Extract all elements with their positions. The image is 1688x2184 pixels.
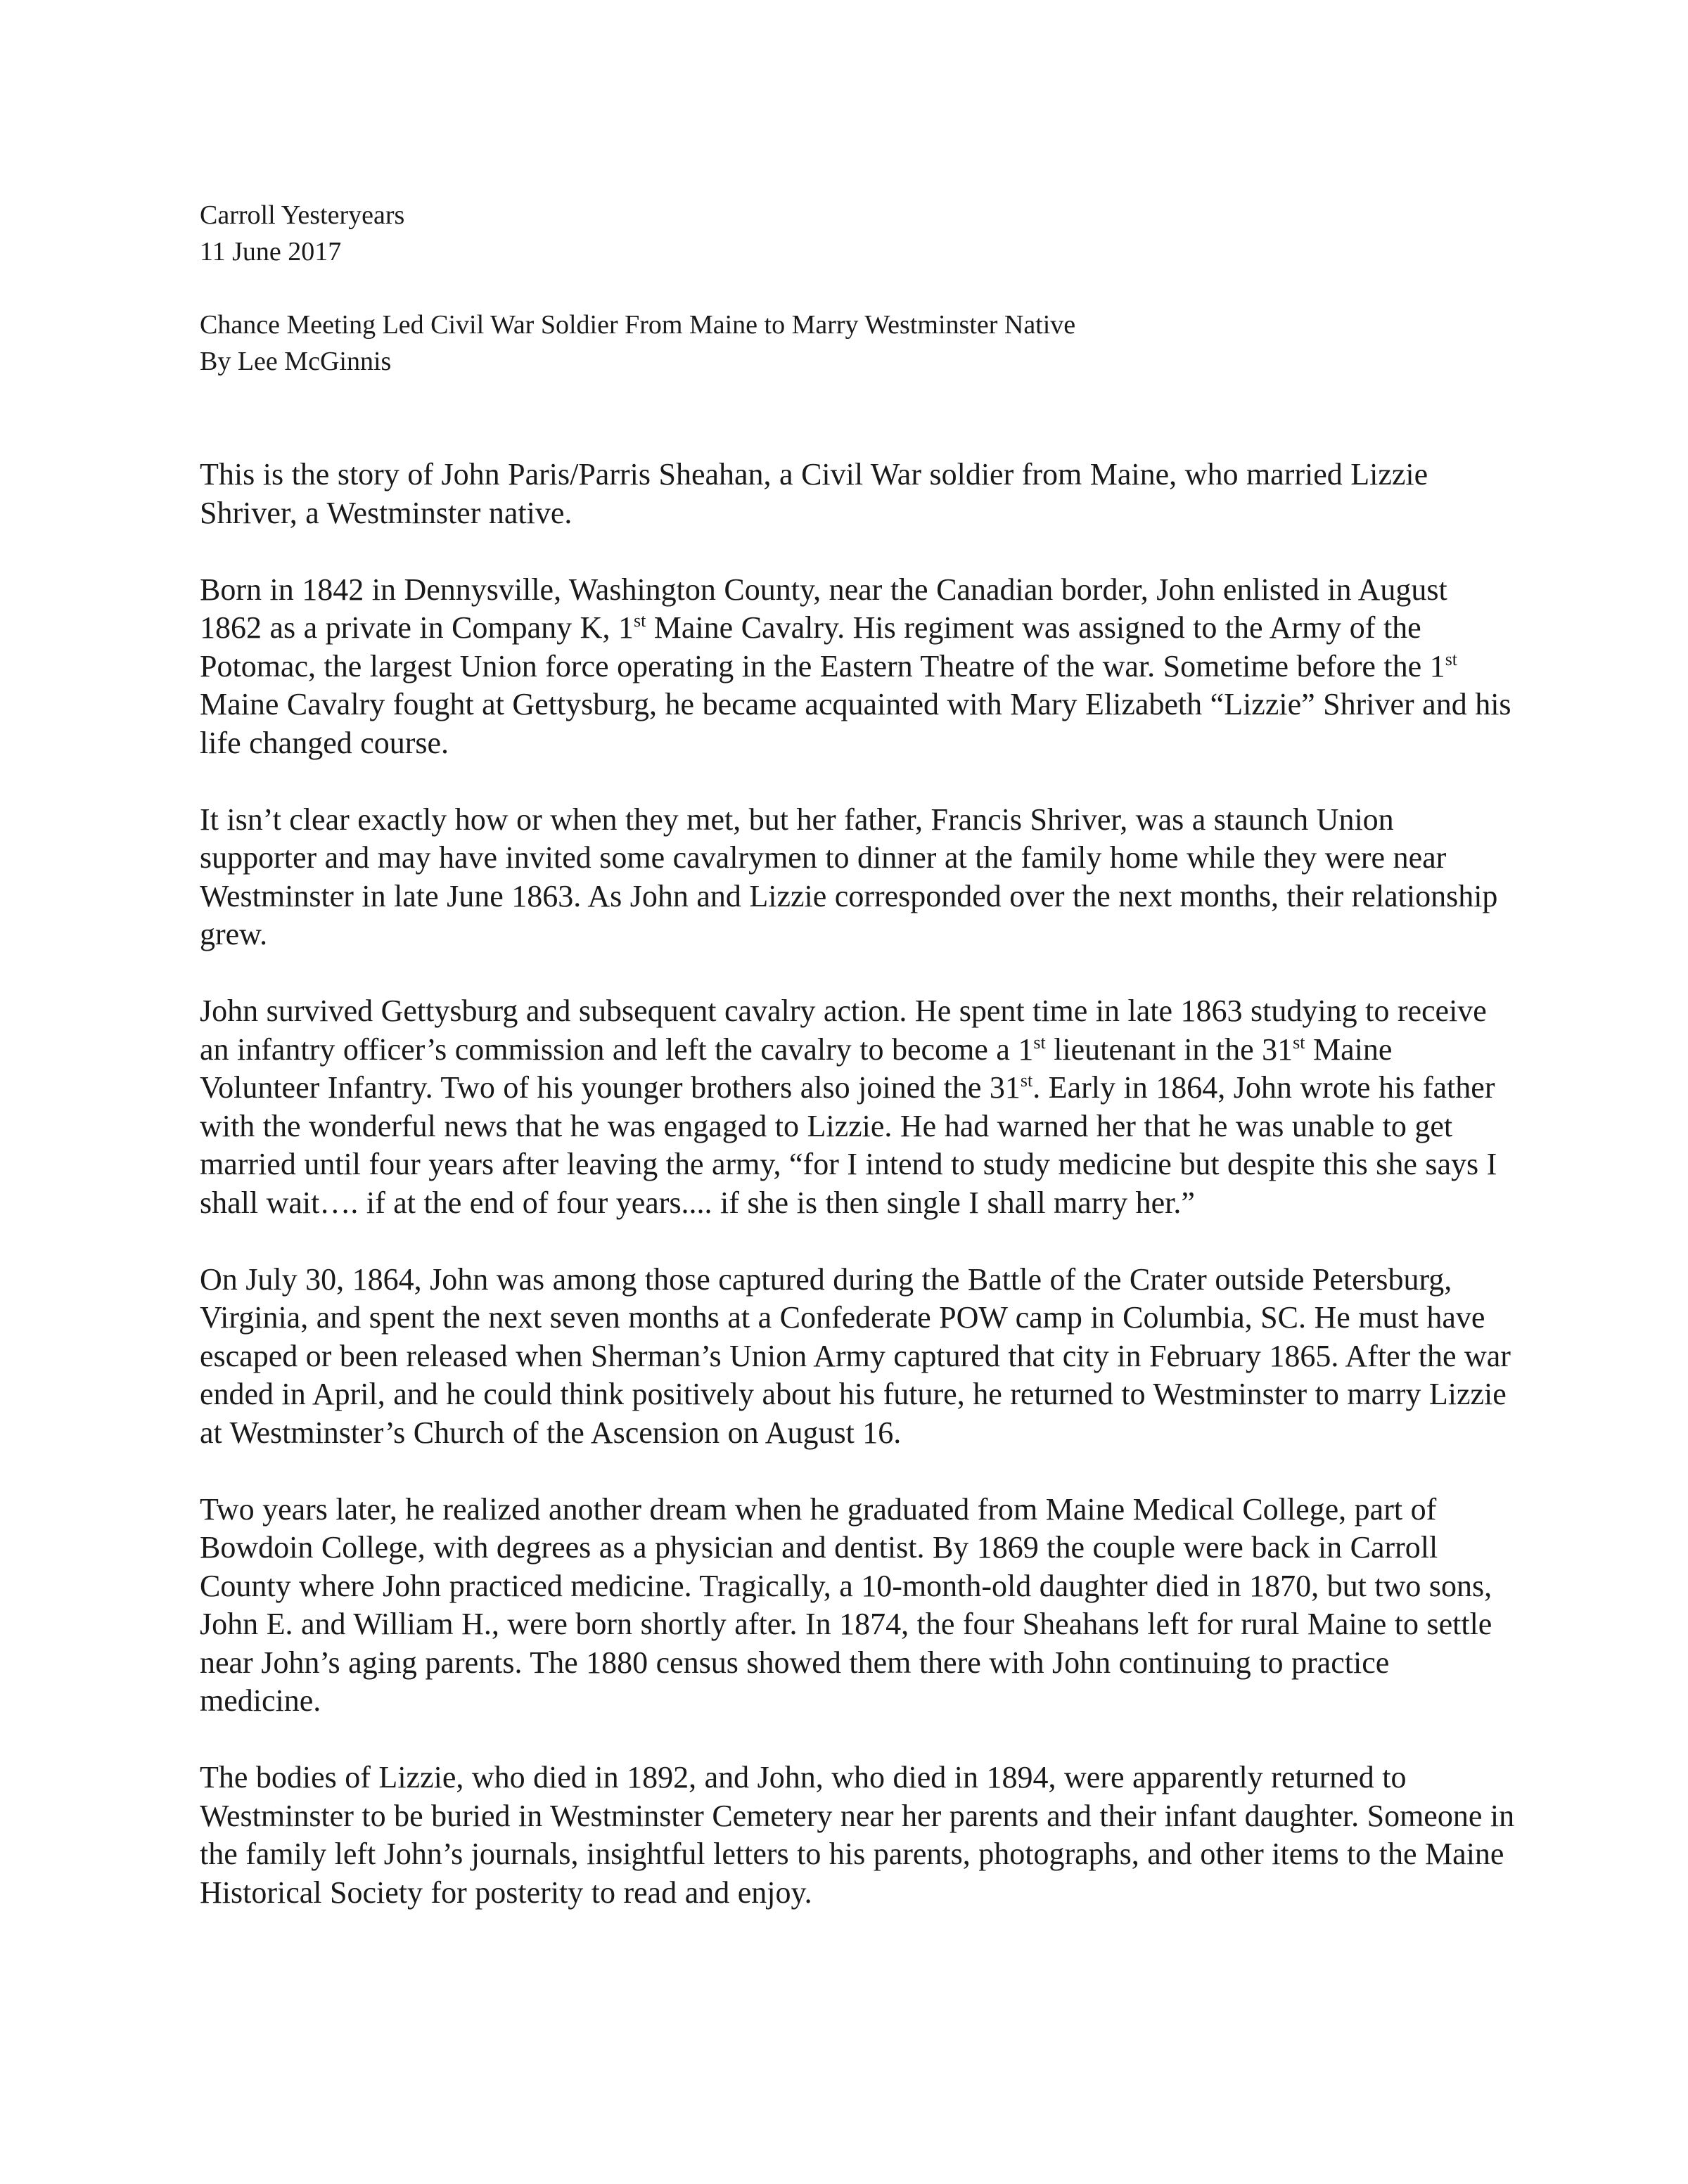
paragraph-7: The bodies of Lizzie, who died in 1892, and John, who died in 1894, were apparently returned to Westminster to be buried in Westminster Cemetery near her parents and their infant daughter. Someone in the family left John’s journals, insightful letters to his parents, photographs, and other items to the Maine Historical Society for posterity to read and enjoy. (200, 1760, 1515, 1910)
paragraph-3: It isn’t clear exactly how or when they met, but her father, Francis Shriver, was a staunch Union supporter and may have invited some cavalrymen to dinner at the family home while they were near Westminster in late June 1863. As John and Lizzie corresponded over the next months, their relationship grew. (200, 802, 1498, 951)
article-title: Chance Meeting Led Civil War Soldier From Maine to Marry Westminster Native (200, 310, 1076, 340)
paragraph-2: Born in 1842 in Dennysville, Washington County, near the Canadian border, John enlisted in August 1862 as a private in Company K, 1st Maine Cavalry. His regiment was assigned to the Army of the Potomac, the largest Union force operating in the Eastern Theatre of the war. Sometime before the 1st Maine Cavalry fought at Gettysburg, he became acquainted with Mary Elizabeth “Lizzie” Shriver and his life changed course. (200, 572, 1511, 760)
paragraph-1: This is the story of John Paris/Parris Sheahan, a Civil War soldier from Maine, who married Lizzie Shriver, a Westminster native. (200, 457, 1428, 530)
publication-date: 11 June 2017 (200, 237, 342, 266)
article-body (200, 456, 1515, 1912)
paragraph-6: Two years later, he realized another dream when he graduated from Maine Medical College, part of Bowdoin College, with degrees as a physician and dentist. By 1869 the couple were back in Carroll County where John practiced medicine. Tragically, a 10-month-old daughter died in 1870, but two sons, John E. and William H., were born shortly after. In 1874, the four Sheahans left for rural Maine to settle near John’s aging parents. The 1880 census showed them there with John continuing to practice medicine. (200, 1491, 1492, 1718)
publication-name: Carroll Yesteryears (200, 200, 405, 230)
paragraph-5: On July 30, 1864, John was among those captured during the Battle of the Crater outside Petersburg, Virginia, and spent the next seven months at a Confederate POW camp in Columbia, SC. He must have escaped or been released when Sherman’s Union Army captured that city in February 1865. After the war ended in April, and he could think positively about his future, he returned to Westminster to marry Lizzie at Westminster’s Church of the Ascension on August 16. (200, 1261, 1511, 1450)
article-byline: By Lee McGinnis (200, 347, 392, 376)
article-header (200, 197, 1515, 380)
document-page (200, 197, 1515, 1951)
paragraph-4: John survived Gettysburg and subsequent cavalry action. He spent time in late 1863 studying to receive an infantry officer’s commission and left the cavalry to become a 1st lieutenant in the 31st Maine Volunteer Infantry. Two of his younger brothers also joined the 31st. Early in 1864, John wrote his father with the wonderful news that he was engaged to Lizzie. He had warned her that he was unable to get married until four years after leaving the army, “for I intend to study medicine but despite this she says I shall wait…. if at the end of four years.... if she is then single I shall marry her.” (200, 994, 1497, 1220)
